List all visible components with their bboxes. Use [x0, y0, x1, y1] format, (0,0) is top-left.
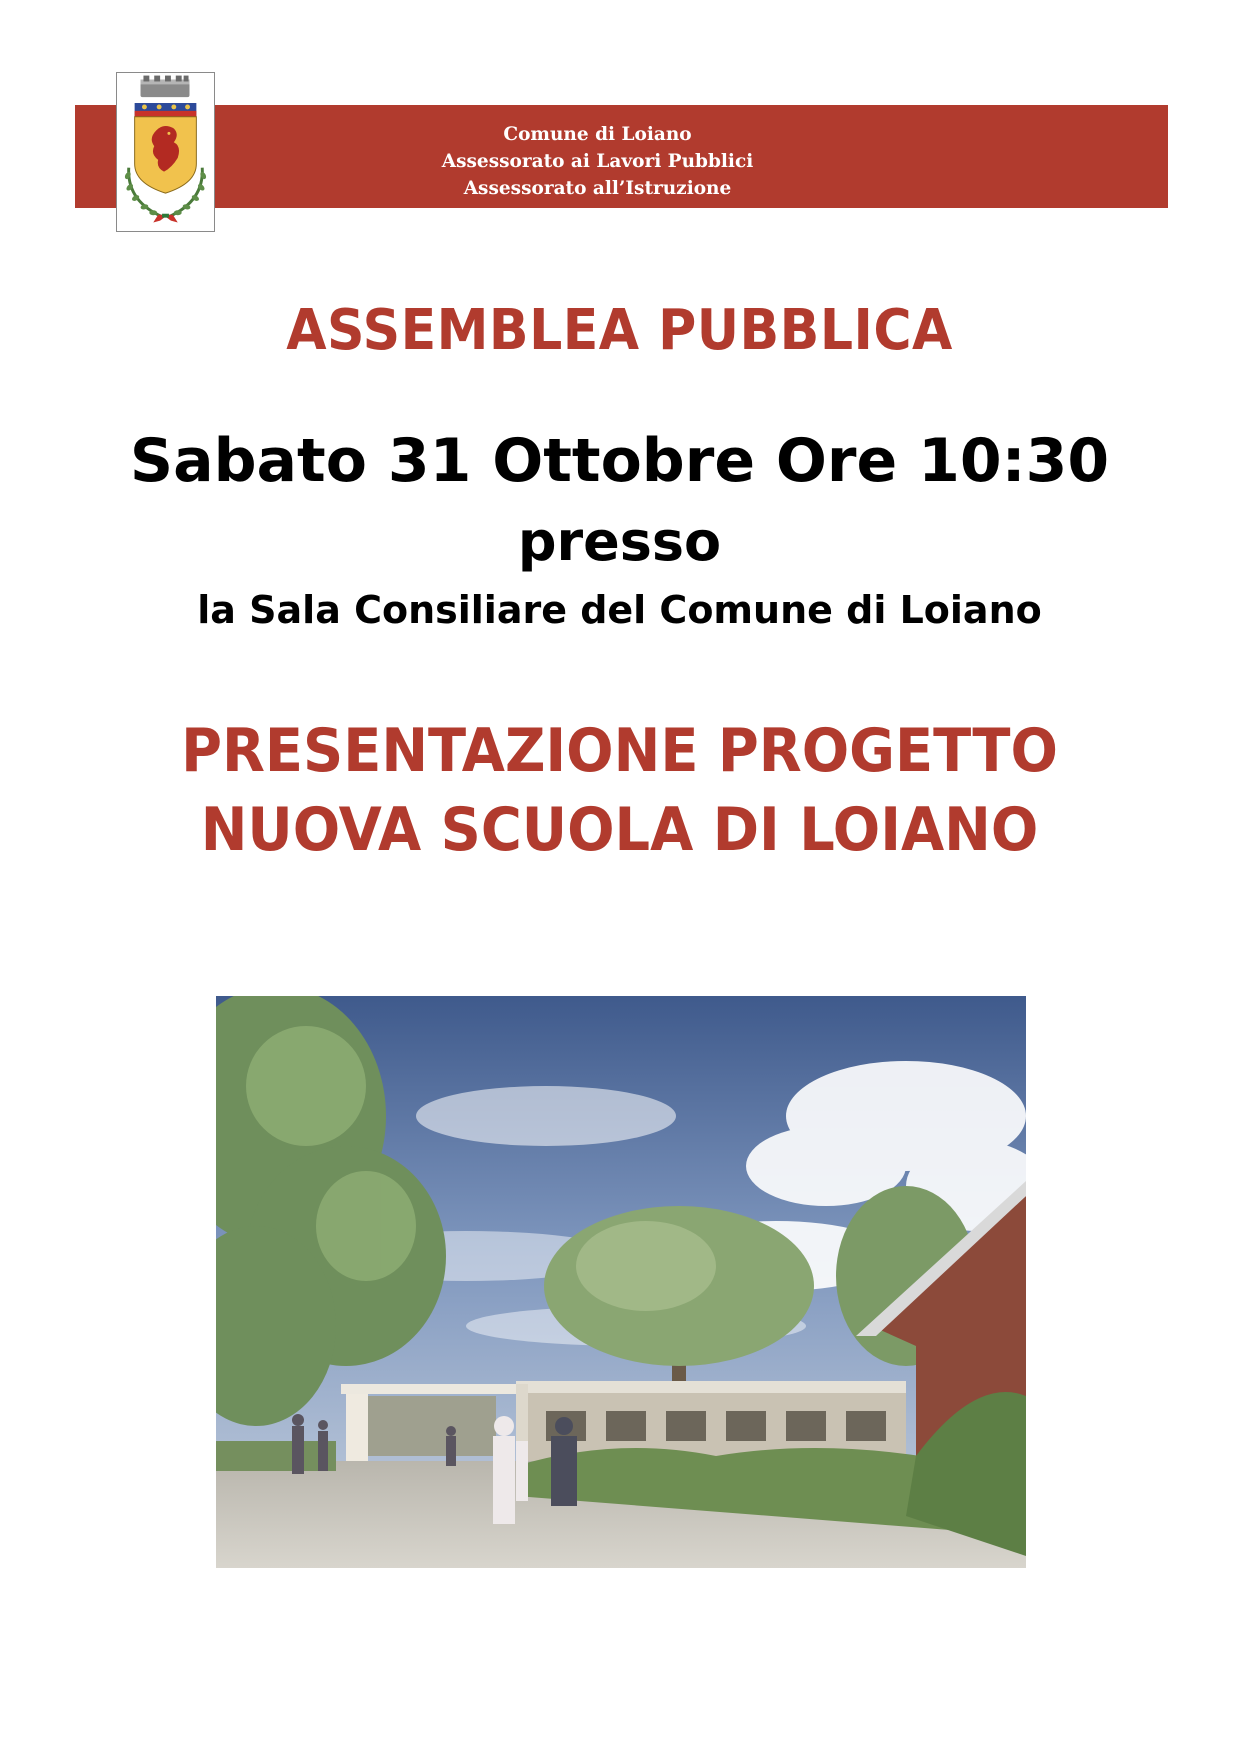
- event-title: ASSEMBLEA PUBBLICA: [286, 298, 953, 363]
- event-presso: presso: [517, 510, 722, 573]
- school-illustration: [216, 996, 1026, 1568]
- event-datetime: Sabato 31 Ottobre Ore 10:30: [129, 426, 1110, 496]
- subject-line-1: PRESENTAZIONE PROGETTO: [181, 716, 1058, 786]
- coat-of-arms-icon: [117, 73, 214, 231]
- header-line-istruzione: Assessorato all’Istruzione: [463, 178, 732, 199]
- subject-line-2: NUOVA SCUOLA DI LOIANO: [200, 795, 1039, 865]
- header-banner: [75, 105, 1168, 208]
- event-location: la Sala Consiliare del Comune di Loiano: [197, 588, 1042, 632]
- header-line-comune: Comune di Loiano: [503, 124, 692, 145]
- header-line-lavori: Assessorato ai Lavori Pubblici: [441, 151, 754, 172]
- coat-of-arms-logo: [116, 72, 215, 232]
- school-rendering-image: [216, 996, 1026, 1568]
